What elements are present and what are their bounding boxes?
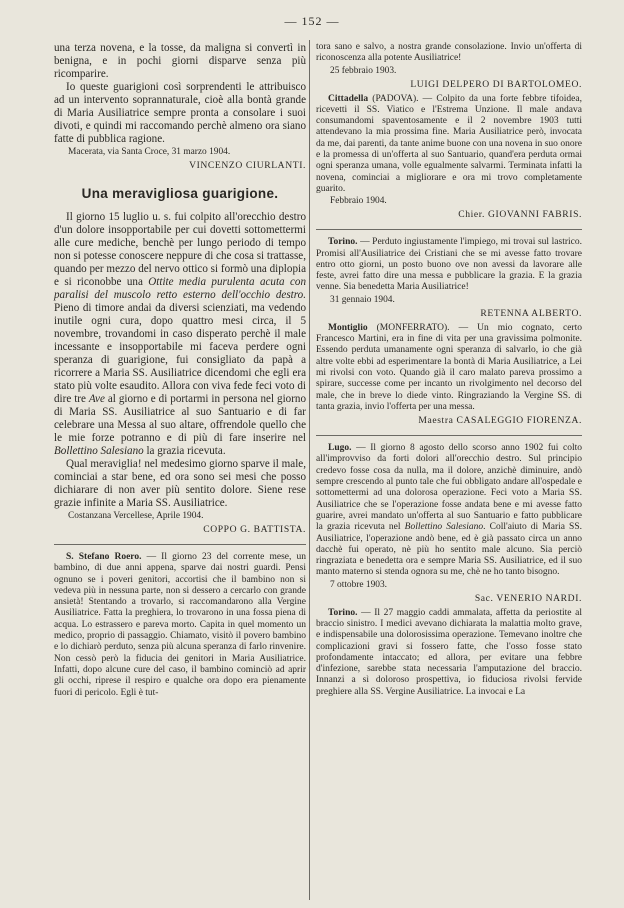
section-rule	[54, 544, 306, 545]
place-date: Costanzana Vercellese, Aprile 1904.	[68, 511, 204, 521]
article-paragraph: Il giorno 15 luglio u. s. fui colpito all'orecchio destro d'un dolore insopportabile per cui dovetti sottomettermi alle cure mediche, benchè per lungo periodo di tempo non si potesse conoscere neppure di che cosa si trattasse, quando per mezzo del nervo ottico si formò una diplopia e si riconobbe una Ottite media purulenta acuta con paralisi del muscolo retto esterno dell'occhio destro. Pieno di timore andai da diversi scienziati, ma vedendo inutile ogni cura, dopo quattro mesi circa, il 5 novembre, trovandomi in caso disperato perchè il male incessante e insopportabile mi faceva perdere ogni speranza di guarigione, fui consigliato da papà a ricorrere a Maria SS. Ausiliatrice dicendomi che egli era stato più volte esaudito. Allora con viva fede feci voto di dire tre Ave al giorno e di portarmi in persona nel giorno di Maria SS. Ausiliatrice al suo Santuario e di far celebrare una Messa al suo altare, offrendole quello che le mie forze potranno e di più di fare inserire nel Bollettino Salesiano la grazia ricevuta.	[54, 211, 307, 457]
section-rule	[316, 229, 582, 230]
place-date: Macerata, via Santa Croce, 31 marzo 1904.	[68, 147, 231, 157]
grace-entry: Cittadella (PADOVA). — Colpito da una forte febbre tifoidea, ricevetti il SS. Viatico e l'Estrema Unzione. Il male andava consumandomi spaventosamente e il 2 novembre 1903 tutti attendevano la mia prossima fine. Maria Ausiliatrice però, invocata da me, dai parenti, da tante anime buone con una novena in suo onore e la promessa di un'offerta al suo Santuario, quand'era perduta ormai ogni speranza umana, volle egualmente salvarmi. Terminata infatti la novena, cominciai a migliorare e ora mi trovo completamente guarito.	[316, 93, 582, 194]
date: 7 ottobre 1903.	[330, 579, 388, 590]
date: 31 gennaio 1904.	[330, 294, 395, 305]
grace-entry: Lugo. — Il giorno 8 agosto dello scorso anno 1902 fui colto all'improvviso da forti dolori all'orecchio destro. Sul principio credevo fosse cosa da nulla, ma il dolore, anzichè diminuire, andò sempre crescendo al punto tale che fui obbligato andare all'ospedale e sottomettermi ad una dolorosa operazione. Feci voto a Maria SS. Ausiliatrice che se l'operazione fosse andata bene e mi avesse fatto guarire, avrei mandato un'offerta al suo Santuario e fatto pubblicare la grazia ricevuta nel Bollettino Salesiano. Coll'aiuto di Maria SS. Ausiliatrice, l'operazione andò bene, ed è già passato circa un anno dacchè fui operato, nè più ho sentito male alcuno. Sia perciò ringraziata e benedetta ora e sempre Maria SS. Ausiliatrice, ed il suo manto materno si stenda ognora su me, chè ne ho tanto bisogno.	[316, 443, 582, 578]
grace-entry-continued: tora sano e salvo, a nostra grande consolazione. Invio un'offerta di riconoscenza alla potente Ausiliatrice!	[316, 42, 582, 64]
grace-entry: Montiglio (MONFERRATO). — Un mio cognato, certo Francesco Martini, era in fine di vita per una gravissima polmonite. Essendo perduta umanamente ogni speranza di salvarlo, io che già altre volte ebbi ad esperimentare la bontà di Maria Ausiliatrice, a Lei mi rivolsi con voto. Quando già il caro malato pareva prossimo a spirare, successe come per incanto un rivolgimento nel decorso del male, che in breve lo diede vinto. Ringraziando la Vergine SS. di tanta grazia, invio l'offerta per una messa.	[316, 322, 582, 412]
signature: COPPO G. BATTISTA.	[203, 524, 306, 535]
date: Febbraio 1904.	[330, 196, 387, 207]
right-column	[316, 42, 582, 698]
signature: VINCENZO CIURLANTI.	[189, 160, 306, 171]
intro-paragraph: una terza novena, e la tosse, da maligna si convertì in benigna, e in pochi giorni disparve senza più ricomparire.	[54, 42, 306, 80]
article-paragraph-2: Qual meraviglia! nel medesimo giorno sparve il male, cominciai a star bene, ed ora sono sei mesi che posso dichiarare di non aver più sentito dolore. Siene rese grazie infinite a Maria SS. Ausiliatrice.	[54, 458, 306, 509]
left-column	[54, 42, 306, 699]
ciurlanti-paragraph: Io queste guarigioni così sorprendenti le attribuisco ad un intervento soprannaturale, cioè alla bontà grande di Maria Ausiliatrice sempre pronta a consolare i suoi divoti, e quindi mi raccomando perchè almeno ora siano fatte di pubblica ragione.	[54, 81, 306, 145]
grace-entry: Torino. — Perduto ingiustamente l'impiego, mi trovai sul lastrico. Promisi all'Ausiliatrice dei Cristiani che se mi avesse fatto trovare entro otto giorni, un posto buono ove non avessi da lavorare alle feste, avrei fatto dire una messa e pubblicare la grazia. E la grazia venne. Sia benedetta Maria Ausiliatrice!	[316, 237, 582, 293]
signature: LUIGI DELPERO DI BARTOLOMEO.	[410, 78, 582, 90]
section-rule	[316, 435, 582, 436]
article-heading: Una meravigliosa guarigione.	[81, 186, 279, 201]
signature: Chier. GIOVANNI FABRIS.	[458, 209, 582, 221]
page-number: — 152 —	[284, 14, 340, 28]
signature: RETENNA ALBERTO.	[480, 307, 582, 319]
signature: Maestra CASALEGGIO FIORENZA.	[418, 415, 582, 427]
signature: Sac. VENERIO NARDI.	[474, 592, 582, 604]
date: 25 febbraio 1903.	[330, 65, 397, 76]
grace-entry: Torino. — Il 27 maggio caddi ammalata, affetta da periostite al braccio sinistro. I medici avevano dichiarata la malattia molto grave, e indispensabile una dolorosissima operazione. Temevano inoltre che complicazioni gravi si fossero fatte, che l'osso fosse stato profondamente intaccato; ed allora, per evitare una febbre d'infezione, sarebbe stata necessaria l'amputazione del braccio. Innanzi a sì doloroso prospettiva, io fiduciosa rivolsi fervide preghiere alla SS. Vergine Ausiliatrice. La invocai e La	[316, 607, 582, 697]
column-divider	[309, 40, 310, 900]
grace-entry: S. Stefano Roero. — Il giorno 23 del corrente mese, un bambino, di due anni appena, sparve dai nostri guardi. Pensi ognuno se i poveri genitori, accortisi che il bambino non si vedeva più in nessuna parte, non si dessero a cercarlo con grande ansietà! Stentando a trovarlo, si raccomandarono alla Vergine Ausiliatrice. Fatta la preghiera, lo trovarono in una fossa piena di acqua. Lo estrassero e pareva morto. Capita in quel momento un medico, proprio di passaggio. Chiamato, visitò il povero bambino e lo dichiarò perduto, senza più alcuna speranza di farlo rinvenire. Non cessò però la fiducia dei genitori in Maria Ausiliatrice. Infatti, dopo alcune cure del caso, il bambino cominciò ad aprir gli occhi, riprese il respiro e qualche ora dopo era pienamente fuori di pericolo. Egli è tut-	[54, 552, 306, 698]
